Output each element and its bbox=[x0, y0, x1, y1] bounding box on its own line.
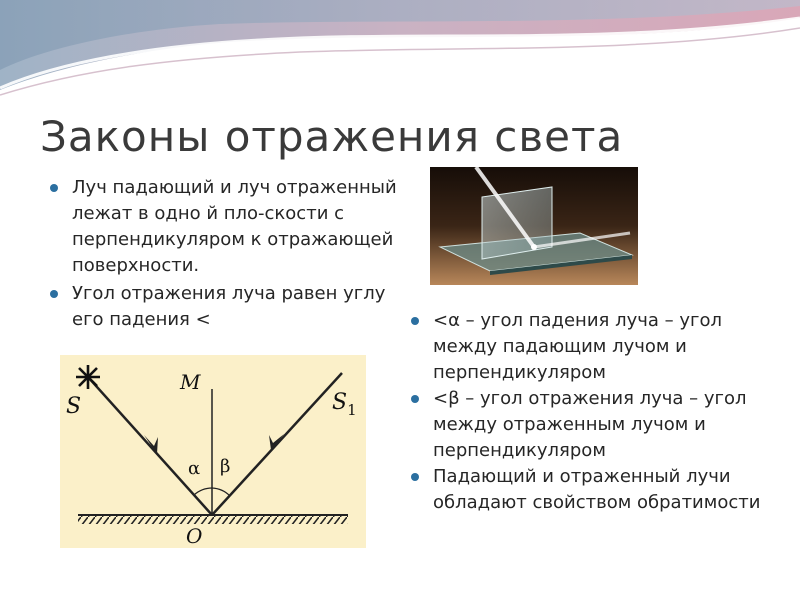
bullet-item: Угол отражения луча равен углу его падения < bbox=[47, 281, 402, 333]
header-banner bbox=[0, 0, 800, 100]
bullet-item: <α – угол падения луча – угол между падающим лучом и перпендикуляром bbox=[408, 308, 783, 386]
reflection-photo bbox=[430, 167, 638, 285]
bullet-item: Луч падающий и луч отраженный лежат в одно й пло-скости с перпендикуляром к отражающей поверхности. bbox=[47, 175, 402, 279]
left-bullet-list bbox=[47, 175, 402, 335]
label-o: O bbox=[186, 524, 203, 548]
label-alpha: α bbox=[188, 458, 201, 479]
right-bullet-list bbox=[408, 308, 783, 516]
bullet-item: Падающий и отраженный лучи обладают свойством обратимости bbox=[408, 464, 783, 516]
label-m: M bbox=[180, 370, 201, 394]
bullet-item: <β – угол отражения луча – угол между отраженным лучом и перпендикуляром bbox=[408, 386, 783, 464]
label-s: S bbox=[66, 394, 82, 419]
slide-title: Законы отражения света bbox=[40, 112, 624, 161]
reflection-diagram bbox=[60, 355, 366, 548]
label-s1: $S_1$ bbox=[332, 390, 357, 419]
label-beta: β bbox=[220, 456, 231, 477]
light-source-icon bbox=[76, 365, 100, 389]
mirror-hatch bbox=[78, 515, 348, 524]
